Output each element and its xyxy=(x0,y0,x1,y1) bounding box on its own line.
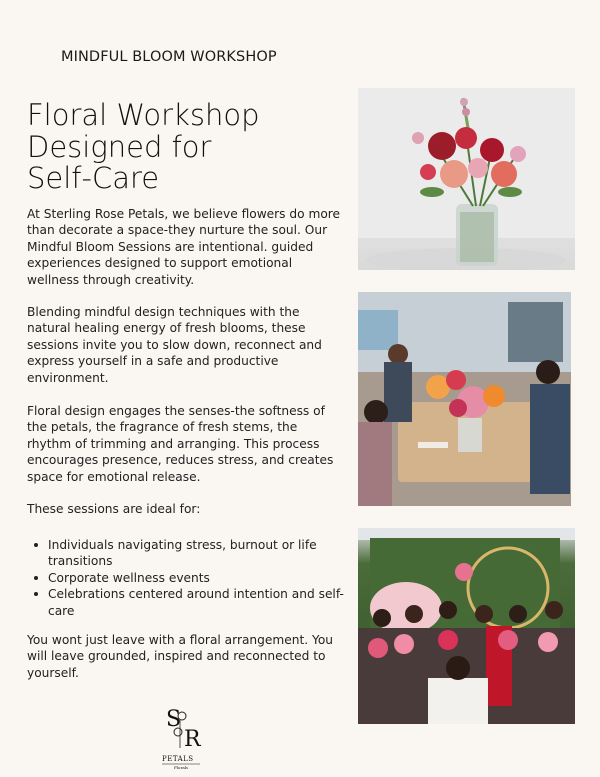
list-item: Individuals navigating stress, burnout or life transitions xyxy=(48,537,366,570)
group-photo xyxy=(358,528,575,724)
logo-wordmark: PETALS xyxy=(162,755,194,763)
ideal-for-heading: These sessions are ideal for: xyxy=(27,502,201,516)
workshop-photo xyxy=(358,292,571,506)
bouquet-photo xyxy=(358,88,575,270)
approach-paragraph: Blending mindful design techniques with the natural healing energy of fresh blooms, these sessions invite you to slow down, reconnect and express yourself in a safe and productive environment. xyxy=(27,305,322,385)
logo-tagline: Florals xyxy=(174,765,189,770)
sterling-rose-logo xyxy=(160,702,210,770)
closing-paragraph: You wont just leave with a floral arrangement. You will leave grounded, inspired and reconnected to yourself. xyxy=(27,633,334,680)
intro-paragraph: At Sterling Rose Petals, we believe flowers do more than decorate a space-they nurture the soul. Our Mindful Bloom Sessions are intentional. guided experiences designed to support emotional wellness through creativity. xyxy=(27,207,341,287)
list-item: Corporate wellness events xyxy=(48,570,366,586)
eyebrow-heading: MINDFUL BLOOM WORKSHOP xyxy=(61,49,277,65)
list-item: Celebrations centered around intention and self-care xyxy=(48,586,366,619)
senses-paragraph: Floral design engages the senses-the softness of the petals, the fragrance of fresh stems, the rhythm of trimming and arranging. This process encourages presence, reduces stress, and creates space for emotional release. xyxy=(27,404,334,484)
logo-monogram-s: S xyxy=(166,707,182,732)
logo-monogram-r: R xyxy=(184,727,201,752)
ideal-for-list xyxy=(27,537,366,619)
page-title: Floral Workshop Designed for Self-Care xyxy=(27,98,260,195)
